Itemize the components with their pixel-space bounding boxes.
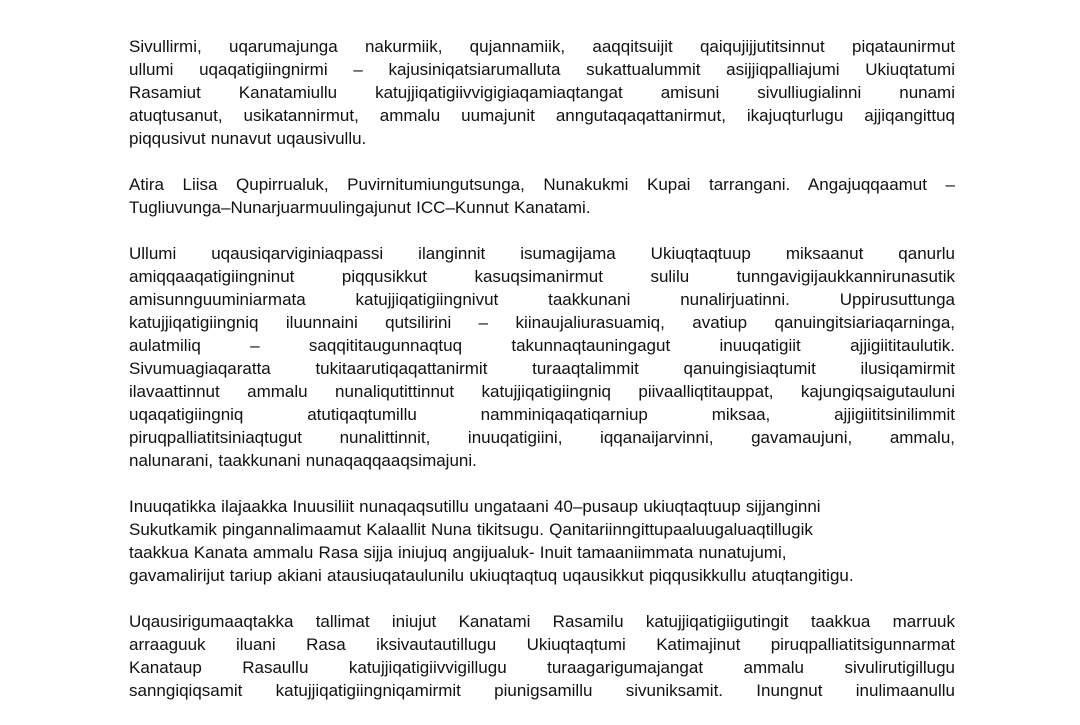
paragraph-speaker-intro <box>129 173 955 219</box>
paragraph-arctic-cooperation <box>129 242 955 472</box>
paragraph-line: ilavaattinnut ammalu nunaliqutittinnut katujjiqatigiingniq piivaalliqtitauppat, kajungiqsaigutauluni <box>129 382 955 401</box>
paragraph-line: Atira Liisa Qupirrualuk, Puvirnitumiungutsunga, Nunakukmi Kupai tarrangani. Angajuqqaamut – <box>129 175 955 194</box>
paragraph-line: piruqpalliatitsiniaqtugut nunalittinnit, inuuqatigiini, iqqanaijarvinni, gavamaujuni, ammalu, <box>129 428 955 447</box>
paragraph-line: sanngiqiqsamit katujjiqatigiingniqamirmit piunigsamillu sivuniksamit. Inungnut inulimaanullu <box>129 681 955 700</box>
paragraph-line: amisunnguuminiarmata katujjiqatigiingnivut taakkunani nunalirjuatinni. Uppirusuttunga <box>129 290 955 309</box>
paragraph-line: taakkua Kanata ammalu Rasa sijja iniujuq angijualuk- Inuit tamaaniimmata nunatujumi, <box>129 543 787 562</box>
document-body <box>129 35 955 725</box>
paragraph-line: Sukutkamik pingannalimaamut Kalaallit Nuna tikitsugu. Qanitariinngittupaaluugaluaqtillugik <box>129 520 813 539</box>
paragraph-line: Sivumuagiaqaratta tukitaarutiqaqattanirmit turaaqtalimmit qanuingisiaqtumit ilusiqamirmit <box>129 359 955 378</box>
paragraph-line: Kanataup Rasaullu katujjiqatigiivvigillugu turaagarigumajangat ammalu sivulirutigillugu <box>129 658 955 677</box>
paragraph-line: nalunarani, taakkunani nunaqaqqaaqsimajuni. <box>129 451 477 470</box>
paragraph-line: gavamalirijut tariup akiani atausiuqataulunilu ukiuqtaqtuq uqausikkut piqqusikkullu atuqtangitigu. <box>129 566 854 585</box>
paragraph-line: katujjiqatigiingniq iluunnaini qutsilirini – kiinaujaliurasuamiq, avatiup qanuingitsiariaqarninga, <box>129 313 955 332</box>
paragraph-line: Uqausirigumaaqtakka tallimat iniujut Kanatami Rasamilu katujjiqatigiigutingit taakkua marruuk <box>129 612 955 631</box>
paragraph-line: Tugliuvunga–Nunarjuarmuulingajunut ICC–Kunnut Kanatami. <box>129 198 591 217</box>
paragraph-line: atuqtusanut, usikatannirmut, ammalu uumajunit anngutaqaqattanirmut, ikajuqturlugu ajjiqangittuq <box>129 106 955 125</box>
paragraph-line: ullumi uqaqatigiingnirmi – kajusiniqatsiarumalluta sukattualummit asijjiqpalliajumi Ukiuqtatumi <box>129 60 955 79</box>
paragraph-line: piqqusivut nunavut uqausivullu. <box>129 129 367 148</box>
paragraph-line: amiqqaaqatigiingninut piqqusikkut kasuqsimanirmut sulilu tunngavigijaukkannirunasutik <box>129 267 955 286</box>
paragraph-inuit-homeland <box>129 495 955 587</box>
paragraph-line: arraaguuk iluani Rasa iksivautautillugu Ukiuqtaqtumi Katimajinut piruqpalliatitsigunnarmat <box>129 635 955 654</box>
paragraph-line: Inuuqatikka ilajaakka Inuusiliit nunaqaqsutillu ungataani 40–pusaup ukiuqtaqtuup sijjanginni <box>129 497 821 516</box>
paragraph-line: uqaqatigiingniq atutiqaqtumillu namminiqaqatiqarniup miksaa, ajjigiititsinilimmit <box>129 405 955 424</box>
paragraph-opening-thanks <box>129 35 955 150</box>
paragraph-line: Sivullirmi, uqarumajunga nakurmiik, qujannamiik, aaqqitsuijit qaiqujijjutitsinnut piqataunirmut <box>129 37 955 56</box>
paragraph-line: Ullumi uqausiqarviginiaqpassi ilanginnit isumagijama Ukiuqtaqtuup miksaanut qanurlu <box>129 244 955 263</box>
paragraph-five-examples <box>129 610 955 702</box>
paragraph-line: aulatmiliq – saqqititaugunnaqtuq takunnaqtauningagut inuuqatigiit ajjigiititaulutik. <box>129 336 955 355</box>
paragraph-line: Rasamiut Kanatamiullu katujjiqatigiivvigigiaqamiaqtangat amisuni sivulliugialinni nunami <box>129 83 955 102</box>
